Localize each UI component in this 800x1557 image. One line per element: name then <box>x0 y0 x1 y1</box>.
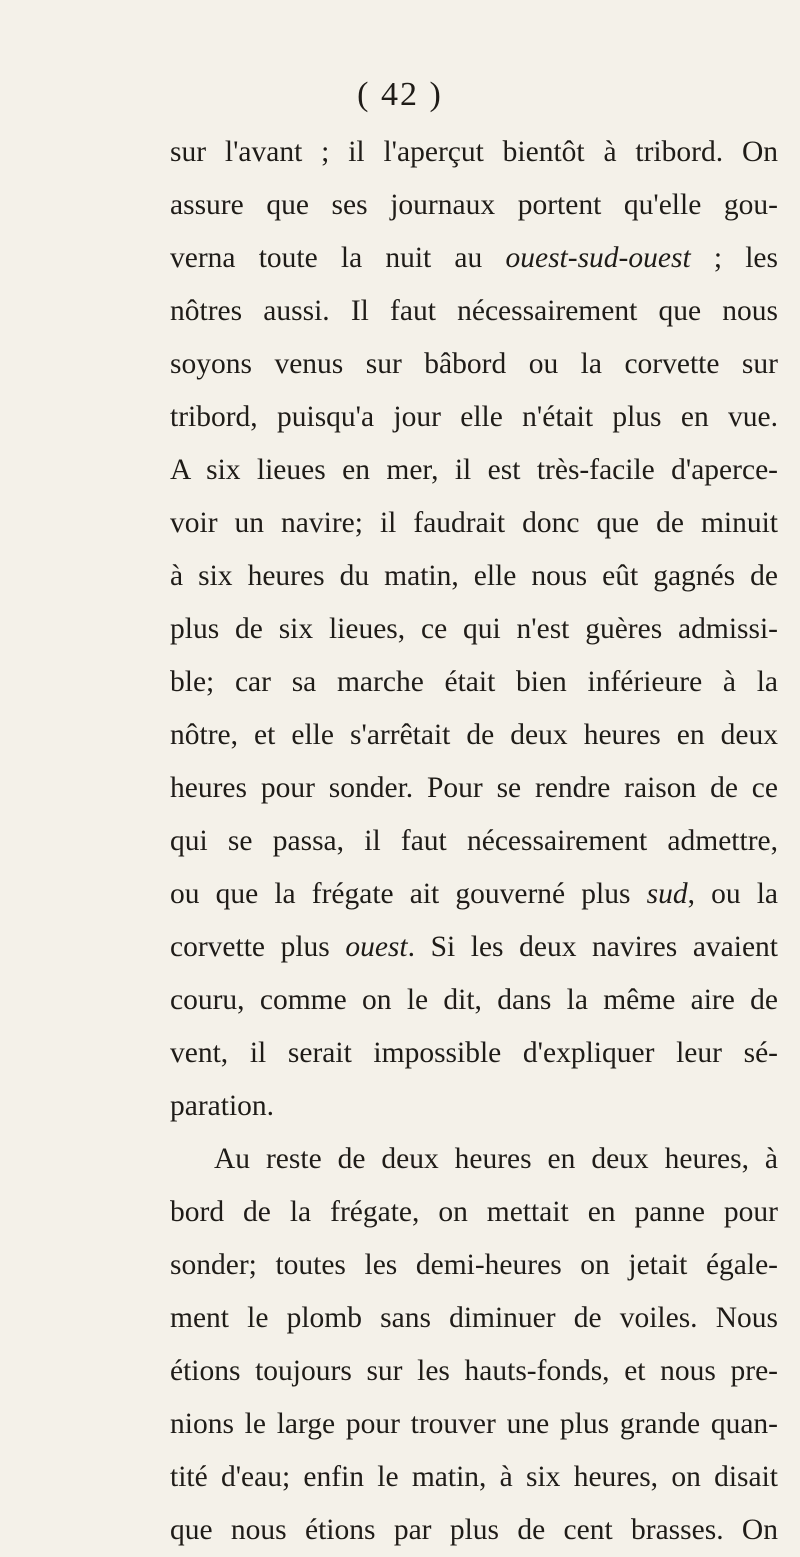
text-line <box>170 126 778 179</box>
text-segment: étions toujours sur les hauts-fonds, et nous pre- <box>170 1355 778 1387</box>
text-segment: à six heures du matin, elle nous eût gagnés de <box>170 560 778 592</box>
text-segment: A six lieues en mer, il est très-facile d'aperce- <box>170 454 778 486</box>
text-segment: heures pour sonder. Pour se rendre raison de ce <box>170 772 778 804</box>
text-line <box>170 868 778 921</box>
text-line <box>170 603 778 656</box>
text-segment: soyons venus sur bâbord ou la corvette sur <box>170 348 778 380</box>
text-line <box>170 550 778 603</box>
text-line <box>170 179 778 232</box>
text-line <box>170 921 778 974</box>
text-line <box>170 1186 778 1239</box>
text-line <box>170 815 778 868</box>
text-segment: ou que la frégate ait gouverné plus <box>170 878 647 910</box>
text-line <box>170 1133 778 1186</box>
text-line <box>170 1292 778 1345</box>
body-text <box>170 126 778 1557</box>
text-line <box>170 391 778 444</box>
text-line <box>170 1345 778 1398</box>
text-segment: que nous étions par plus de cent brasses. On <box>170 1514 778 1546</box>
text-line <box>170 1239 778 1292</box>
text-line <box>170 497 778 550</box>
italic-text: ouest <box>345 931 408 963</box>
text-line <box>170 762 778 815</box>
text-line <box>170 1504 778 1557</box>
text-segment: plus de six lieues, ce qui n'est guères admissi- <box>170 613 778 645</box>
text-segment: bord de la frégate, on mettait en panne pour <box>170 1196 778 1228</box>
text-segment: corvette plus <box>170 931 346 963</box>
text-line <box>170 444 778 497</box>
text-segment: couru, comme on le dit, dans la même aire de <box>170 984 778 1016</box>
text-segment: nôtre, et elle s'arrêtait de deux heures en deux <box>170 719 778 751</box>
text-segment: qui se passa, il faut nécessairement admettre, <box>170 825 778 857</box>
text-line <box>170 1398 778 1451</box>
text-segment: . Si les deux navires avaient <box>407 931 778 963</box>
text-line <box>170 338 778 391</box>
text-line <box>170 709 778 762</box>
text-segment: nions le large pour trouver une plus grande quan- <box>170 1408 778 1440</box>
text-segment: Au reste de deux heures en deux heures, à <box>214 1143 778 1175</box>
text-line <box>170 232 778 285</box>
text-segment: , ou la <box>687 878 778 910</box>
text-segment: tité d'eau; enfin le matin, à six heures, on disait <box>170 1461 778 1493</box>
text-segment: nôtres aussi. Il faut nécessairement que nous <box>170 295 778 327</box>
italic-text: ouest-sud-ouest <box>505 242 691 274</box>
text-segment: paration. <box>170 1090 275 1122</box>
text-line <box>170 974 778 1027</box>
text-segment: ment le plomb sans diminuer de voiles. Nous <box>170 1302 778 1334</box>
text-line <box>170 656 778 709</box>
text-line <box>170 1451 778 1504</box>
text-line <box>170 285 778 338</box>
text-segment: voir un navire; il faudrait donc que de minuit <box>170 507 778 539</box>
page-number: ( 42 ) <box>357 76 443 113</box>
text-line <box>170 1027 778 1080</box>
text-segment: vent, il serait impossible d'expliquer leur sé- <box>170 1037 778 1069</box>
text-segment: assure que ses journaux portent qu'elle gou- <box>170 189 778 221</box>
text-line <box>170 1080 778 1133</box>
text-segment: ; les <box>690 242 779 274</box>
text-segment: verna toute la nuit au <box>170 242 506 274</box>
text-segment: tribord, puisqu'a jour elle n'était plus en vue. <box>170 401 778 433</box>
text-segment: sur l'avant ; il l'aperçut bientôt à tribord. On <box>170 136 778 168</box>
text-segment: sonder; toutes les demi-heures on jetait égale- <box>170 1249 778 1281</box>
text-segment: ble; car sa marche était bien inférieure à la <box>170 666 778 698</box>
italic-text: sud <box>646 878 688 910</box>
